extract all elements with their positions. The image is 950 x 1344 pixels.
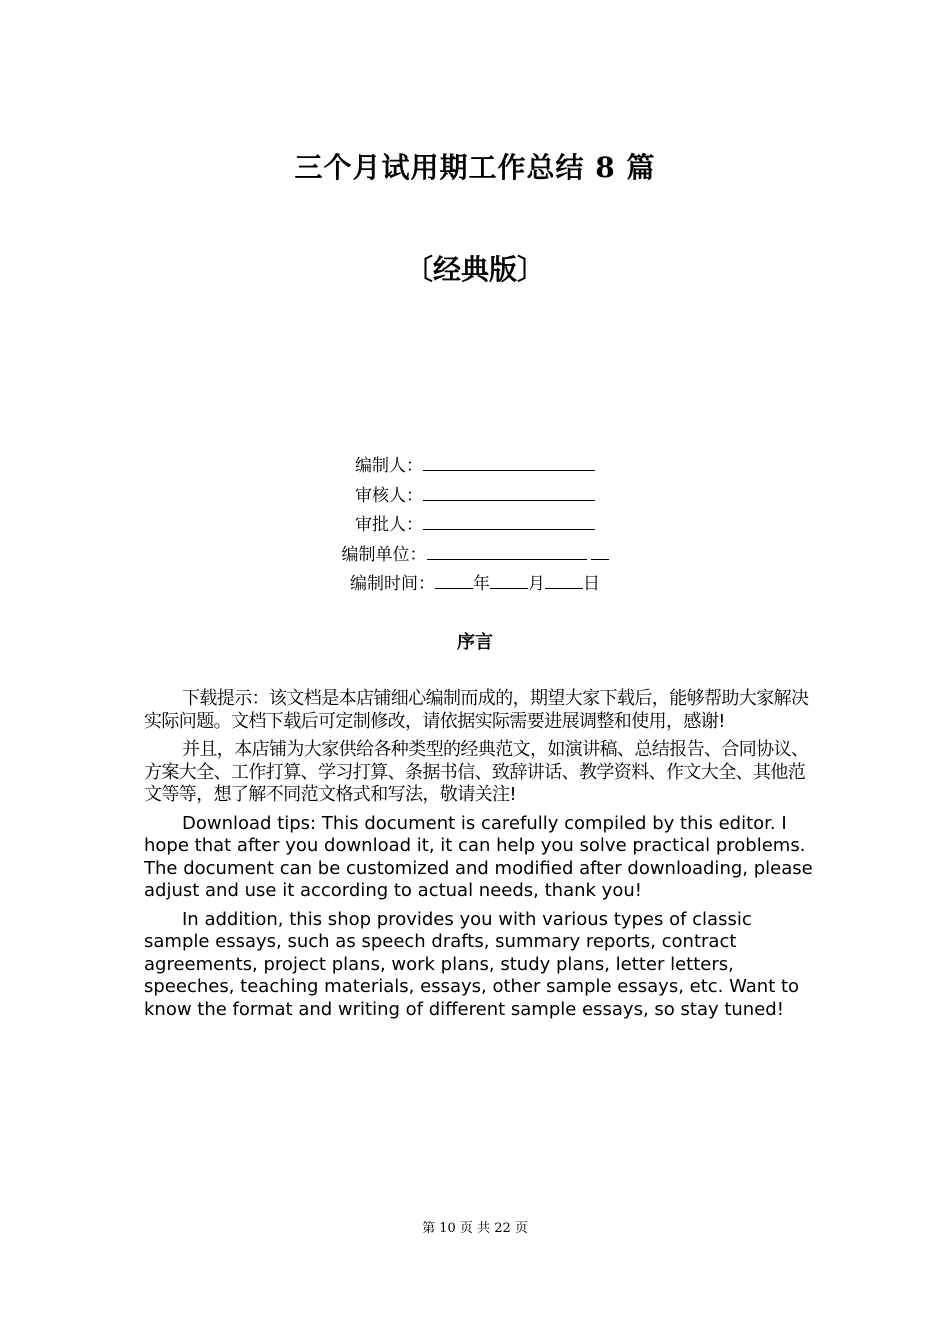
- unit-blank: [427, 541, 587, 560]
- reviewer-row: [0, 482, 950, 512]
- unit-label: 编制单位：: [341, 544, 427, 565]
- editor-label: 编制人：: [355, 456, 423, 476]
- preface-heading: 序言: [457, 632, 493, 653]
- unit-blank-tail: [591, 541, 609, 560]
- page-number-footer: 第 10 页 共 22 页: [422, 1221, 528, 1236]
- editor-row: [0, 452, 950, 482]
- document-subtitle: 〔经典版〕: [404, 253, 545, 286]
- approver-label: 审批人：: [355, 515, 423, 535]
- approver-blank: [423, 511, 595, 530]
- unit-row: [0, 541, 950, 571]
- year-label: 年: [473, 574, 490, 594]
- time-row: [0, 570, 950, 600]
- month-blank: [490, 570, 528, 589]
- time-label: 编制时间：: [350, 574, 435, 594]
- paragraph-download-tip-en: Download tips: This document is carefully compiled by this editor. I hope that after you download it, it can help you solve practical problems. The document can be customized and modified after downloading, please adjust and use it according to actual needs, thank you!: [144, 812, 813, 901]
- reviewer-blank: [423, 482, 595, 501]
- editor-blank: [423, 452, 595, 471]
- metadata-block: [0, 452, 950, 600]
- month-label: 月: [528, 574, 545, 594]
- paragraph-shop-info-en: In addition, this shop provides you with various types of classic sample essays, such as speech drafts, summary reports, contract agreements, project plans, work plans, study plans, letter letters, speeches, teaching materials, essays, other sample essays, etc. Want to know the format and writing of different sample essays, so stay tuned!: [144, 908, 800, 1020]
- year-blank: [435, 570, 473, 589]
- approver-row: [0, 511, 950, 541]
- day-blank: [545, 570, 583, 589]
- preface-body: [144, 688, 818, 1027]
- document-title: 三个月试用期工作总结 8 篇: [294, 151, 656, 184]
- reviewer-label: 审核人：: [355, 485, 423, 506]
- paragraph-shop-info-cn: 并且，本店铺为大家供给各种类型的经典范文，如演讲稿、总结报告、合同协议、方案大全、工作打算、学习打算、条据书信、致辞讲话、教学资料、作文大全、其他范文等等，想了解不同范文格式和写法，敬请关注!: [144, 739, 809, 805]
- day-label: 日: [583, 574, 600, 594]
- paragraph-download-tip-cn: 下载提示：该文档是本店铺细心编制而成的，期望大家下载后，能够帮助大家解决实际问题。文档下载后可定制修改，请依据实际需要进展调整和使用，感谢!: [144, 688, 809, 732]
